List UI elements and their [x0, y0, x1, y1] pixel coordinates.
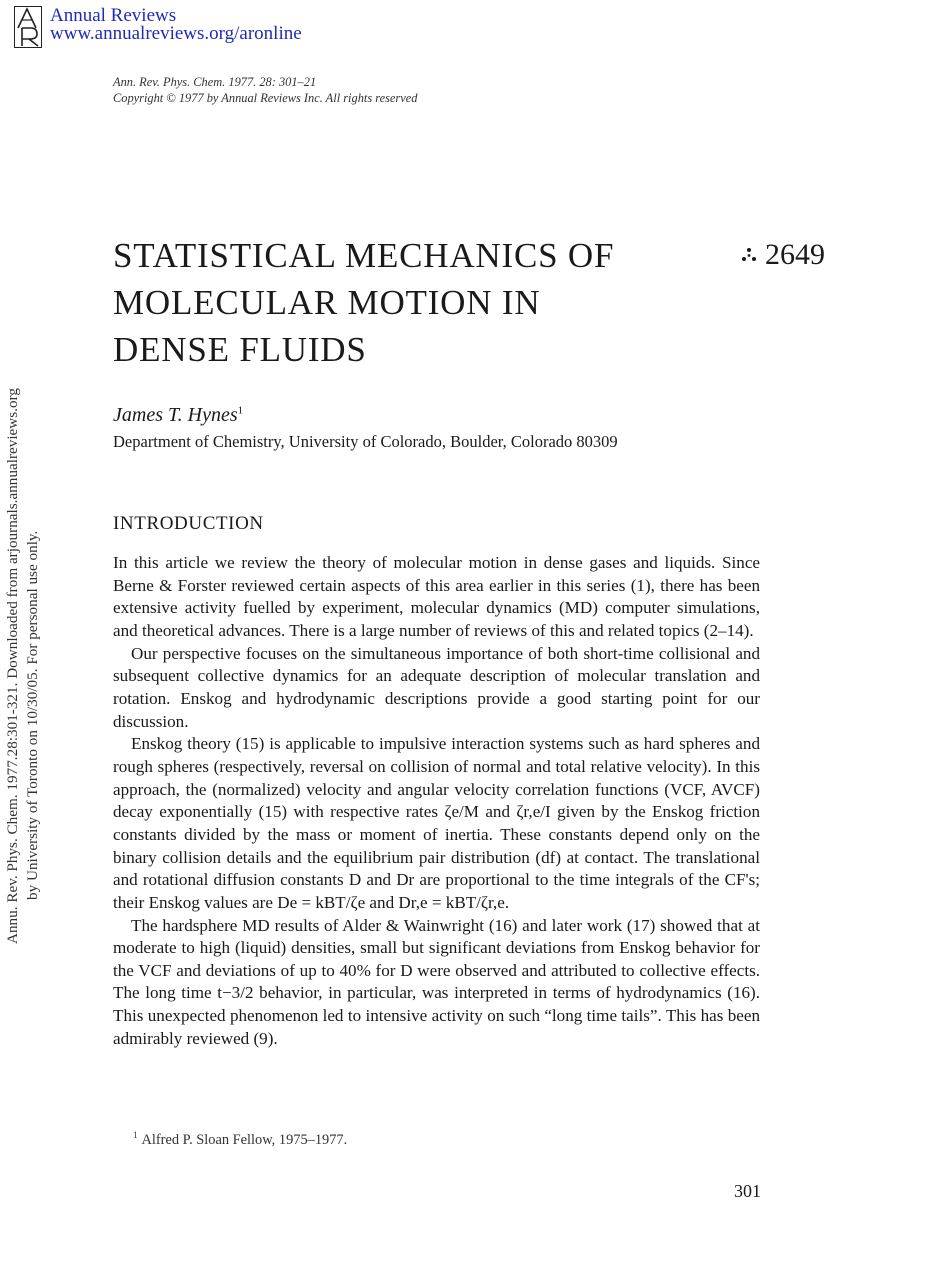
paragraph: The hardsphere MD results of Alder & Wainwright (16) and later work (17) showed that at moderate to high (liquid) densities, small but significant deviations from Enskog behavior for the VCF and deviations of up to 40% for D were observed and attributed to collective effects. The long time t−3/2 behavior, in particular, was interpreted in terms of hydrodynamics (16). This unexpected phenomenon led to intensive activity on such “long time tails”. This has been admirably reviewed (9).	[113, 915, 760, 1048]
footnote-mark: 1	[133, 1130, 138, 1140]
author-affiliation: Department of Chemistry, University of Colorado, Boulder, Colorado 80309	[113, 432, 618, 451]
journal-citation: Ann. Rev. Phys. Chem. 1977. 28: 301–21	[113, 75, 317, 89]
paragraph: In this article we review the theory of molecular motion in dense gases and liquids. Since Berne & Forster reviewed certain aspects of this area earlier in this series (1), there has been extensive activity fuelled by experiment, molecular dynamics (MD) computer simulations, and theoretical advances. There is a large number of reviews of this and related topics (2–14).	[113, 553, 760, 640]
article-title	[113, 232, 614, 373]
annual-reviews-link[interactable]: Annual Reviews	[50, 5, 177, 26]
accession-number-value: 2649	[765, 238, 825, 271]
asterism-icon	[741, 247, 757, 263]
footnote	[133, 1130, 347, 1149]
author-name-text: James T. Hynes	[113, 404, 238, 426]
annual-reviews-logo[interactable]	[14, 6, 42, 48]
title-line: STATISTICAL MECHANICS OF	[113, 236, 615, 275]
paragraph: Enskog theory (15) is applicable to impulsive interaction systems such as hard spheres and rough spheres (respectively, reversal on collision of normal and total relative velocity). In this approach, the (normalized) velocity and angular velocity correlation functions (VCF, AVCF) decay exponentially (15) with respective rates ζe/M and ζr,e/I given by the Enskog friction constants divided by the mass or moment of inertia. These constants depend only on the binary collision details and the equilibrium pair distribution (df) at contact. The translational and rotational diffusion constants D and Dr are proportional to the time integrals of the CF's; their Enskog values are De = kBT/ζe and Dr,e = kBT/ζr,e.	[113, 734, 760, 912]
section-heading: INTRODUCTION	[113, 513, 264, 534]
paragraph: Our perspective focuses on the simultaneous importance of both short-time collisional and subsequent collective dynamics for an adequate description of molecular translation and rotation. Enskog and hydrodynamic descriptions provide a good starting point for our discussion.	[113, 643, 760, 731]
author-name	[113, 404, 243, 427]
article-body	[113, 552, 760, 1050]
author-footnote-mark[interactable]: 1	[237, 404, 244, 417]
title-line: DENSE FLUIDS	[113, 330, 367, 369]
accession-number	[741, 238, 825, 272]
footnote-text: Alfred P. Sloan Fellow, 1975–1977.	[141, 1131, 348, 1148]
title-line: MOLECULAR MOTION IN	[113, 283, 541, 322]
download-notice-line-2: by University of Toronto on 10/30/05. For personal use only.	[24, 530, 41, 900]
page-number: 301	[734, 1181, 761, 1201]
download-notice-line-1: Annu. Rev. Phys. Chem. 1977.28:301-321. Downloaded from arjournals.annualreviews.org	[4, 388, 21, 944]
copyright-notice: Copyright © 1977 by Annual Reviews Inc. All rights reserved	[113, 91, 418, 105]
annual-reviews-url-link[interactable]: www.annualreviews.org/aronline	[50, 23, 302, 44]
